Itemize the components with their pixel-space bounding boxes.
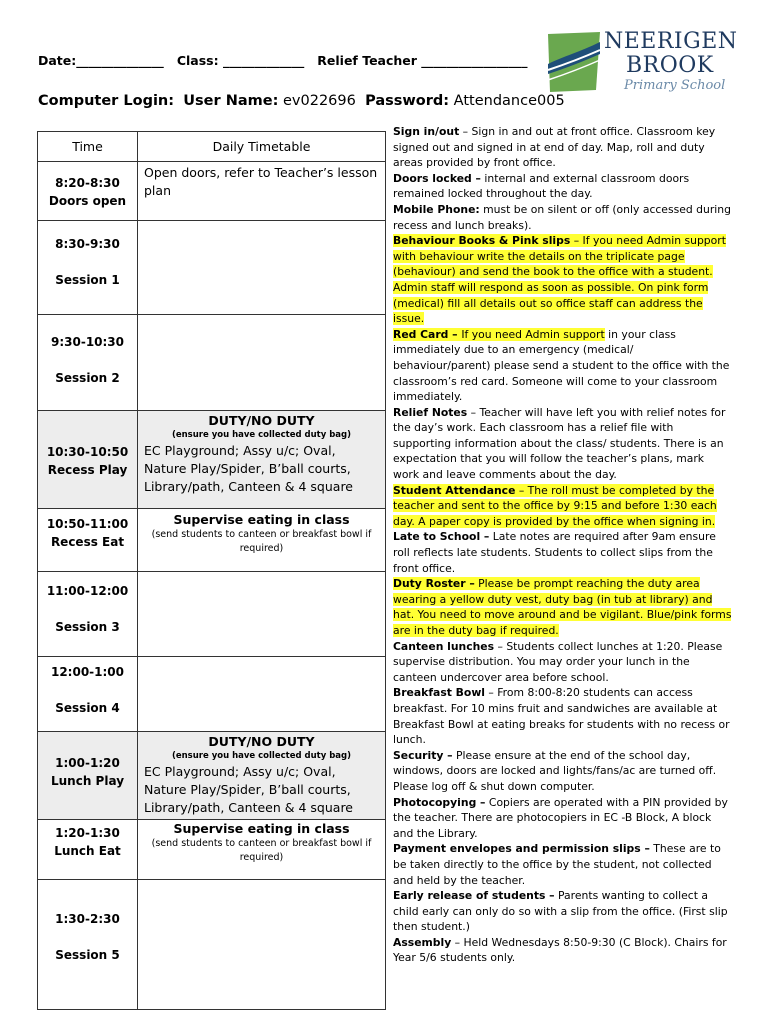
relief-notes-panel [393,124,733,966]
table-row [38,880,386,1010]
note-item [393,483,733,530]
slot-time: 10:30-10:50 [46,445,129,459]
daily-column-header: Daily Timetable [212,139,311,154]
table-row [38,221,386,315]
note-body: – Teacher will have left you with relief notes for the day’s work. Each classroom has a relief file with supporting information about the class/ students. There is an expectation that you will follow the teacher’s plans, mark work and leave comments about the day. [393,405,726,482]
slot-label: Lunch Play [50,774,125,788]
note-title: Sign in/out [393,125,460,138]
note-item [393,233,733,327]
note-title: Duty Roster – [393,577,475,591]
slot-time: 12:00-1:00 [50,665,125,679]
header-fields [38,53,528,68]
duty-subtitle: (ensure you have collected duty bag) [171,751,352,761]
note-item [393,685,733,747]
daily-timetable [37,131,386,1010]
slot-label: Session 4 [55,701,120,715]
school-logo [546,28,746,100]
note-title: Relief Notes [393,405,468,419]
note-title: Early release of students – [393,889,555,903]
note-body: – Sign in and out at front office. Classroom key signed out and signed in at end of day. Map, roll and duty areas provided by front office. [393,125,716,170]
note-item [393,202,733,233]
note-title: Late to School – [393,530,490,544]
slot-label: Session 5 [55,948,120,962]
note-body: – From 8:00-8:20 students can access breakfast. For 10 mins fruit and sandwiches are available at Breakfast Bowl at eating breaks for students with no recess or lunch. [393,686,730,747]
note-body: These are to be taken directly to the office by the student, not collected and held by the teacher. [393,842,721,887]
slot-label: Session 3 [55,620,120,634]
slot-label: Session 1 [55,273,120,287]
table-row [38,162,386,221]
slot-label: Lunch Eat [54,844,121,858]
note-title: Breakfast Bowl [393,686,485,700]
slot-time: 1:00-1:20 [55,756,120,770]
note-body: must be on silent or off (only accessed during recess and lunch breaks). [393,202,731,232]
note-body: – Held Wednesdays 8:50-9:30 (C Block). Chairs for Year 5/6 students only. [393,935,727,965]
slot-label: Recess Eat [50,535,125,549]
note-item [393,888,733,935]
table-row [38,572,386,657]
note-title: Behaviour Books & Pink slips [393,234,571,248]
note-title: Payment envelopes and permission slips – [393,842,650,856]
note-highlight: – The roll must be completed by the teacher and sent to the office by 9:15 and before 1:30 each day. A paper copy is provided by the office when signing in. [393,483,717,528]
relief-teacher-field[interactable]: Relief Teacher _________________ [317,53,528,68]
duty-subtitle: (ensure you have collected duty bag) [171,430,352,440]
login-title: Computer Login: [38,93,175,109]
note-body: Copiers are operated with a PIN provided by the teacher. There are photocopiers in EC -B Block, A block and the Library. [393,795,728,840]
computer-login [38,93,565,109]
slot-time: 8:30-9:30 [55,237,120,251]
slot-time: 1:20-1:30 [55,826,120,840]
supervise-title: Supervise eating in class [173,821,350,836]
slot-time: 1:30-2:30 [55,912,120,926]
note-title: Canteen lunches [393,639,495,653]
note-highlight: Please be prompt reaching the duty area wearing a yellow duty vest, duty bag (in tub at library) and hat. You need to move around and be vigilant. Blue/pink forms are in the duty bag if required. [393,577,732,637]
user-name-value: ev022696 [283,93,356,109]
logo-line-3: Primary School [624,78,726,93]
supervise-subtitle: (send students to canteen or breakfast bowl if required) [151,529,372,554]
class-field[interactable]: Class: _____________ [176,53,305,68]
note-body: Late notes are required after 9am ensure roll reflects late students. Students to collect slips from the front office. [393,530,716,575]
note-item [393,405,733,483]
note-item [393,529,733,576]
note-highlight: – If you need Admin support with behaviour write the details on the triplicate page (behaviour) and send the book to the office with a student. Admin staff will respond as soon as possible. On pink form (medical) fill all details out so office staff can address the issue. [393,234,726,326]
note-highlight: If you need Admin support [461,327,605,341]
user-name-label: User Name: [183,93,279,109]
note-item [393,748,733,795]
logo-line-2: BROOK [626,53,714,78]
table-row [38,657,386,732]
note-item [393,639,733,686]
note-body: Please ensure at the end of the school day, windows, doors are locked and lights/fans/ac are turned off. Please log off & shut down computer. [393,748,717,793]
slot-time: 11:00-12:00 [46,584,129,598]
table-row [38,411,386,509]
password-label: Password: [365,93,450,109]
table-row [38,315,386,411]
note-title: Student Attendance [393,483,516,497]
supervise-subtitle: (send students to canteen or breakfast bowl if required) [151,838,372,863]
note-body: in your class immediately due to an emergency (medical/ behaviour/parent) please send a student to the office with the classroom’s red card. Someone will come to your classroom immediately. [393,327,730,404]
note-title: Doors locked – [393,171,481,185]
time-column-header: Time [72,139,103,154]
duty-areas: EC Playground; Assy u/c; Oval, Nature Play/Spider, B’ball courts, Library/path, Canteen & 4 square [144,764,354,815]
note-item [393,576,733,638]
note-title: Mobile Phone: [393,202,480,216]
supervise-title: Supervise eating in class [173,512,350,527]
slot-label: Session 2 [55,371,120,385]
slot-time: 8:20-8:30 [55,176,120,190]
note-item [393,935,733,966]
school-logo-icon [546,30,602,94]
note-item [393,124,733,171]
duty-areas: EC Playground; Assy u/c; Oval, Nature Play/Spider, B’ball courts, Library/path, Canteen & 4 square [144,443,354,494]
date-field[interactable]: Date:______________ [38,53,164,68]
duty-title: DUTY/NO DUTY [208,413,315,428]
note-title: Security – [393,748,453,762]
slot-label: Recess Play [47,463,128,477]
note-item [393,171,733,202]
note-body: internal and external classroom doors remained locked throughout the day. [393,171,690,201]
slot-activity: Open doors, refer to Teacher’s lesson plan [144,165,378,198]
slot-time: 9:30-10:30 [50,335,125,349]
note-item [393,327,733,405]
table-row [38,732,386,820]
table-row [38,820,386,880]
note-body: – Students collect lunches at 1:20. Please supervise distribution. You may order your lunch in the canteen undercover area before school. [393,639,723,684]
note-item [393,841,733,888]
slot-time: 10:50-11:00 [46,517,129,531]
logo-line-1: NEERIGEN [604,29,738,54]
note-body: Parents wanting to collect a child early can only do so with a slip from the office. (First slip then student.) [393,889,728,934]
note-title: Assembly [393,935,452,949]
note-item [393,795,733,842]
note-title: Photocopying – [393,795,486,809]
slot-label: Doors open [48,194,127,208]
table-header-row [38,132,386,162]
duty-title: DUTY/NO DUTY [208,734,315,749]
table-row [38,509,386,572]
password-value: Attendance005 [453,93,565,109]
note-title: Red Card – [393,327,462,341]
